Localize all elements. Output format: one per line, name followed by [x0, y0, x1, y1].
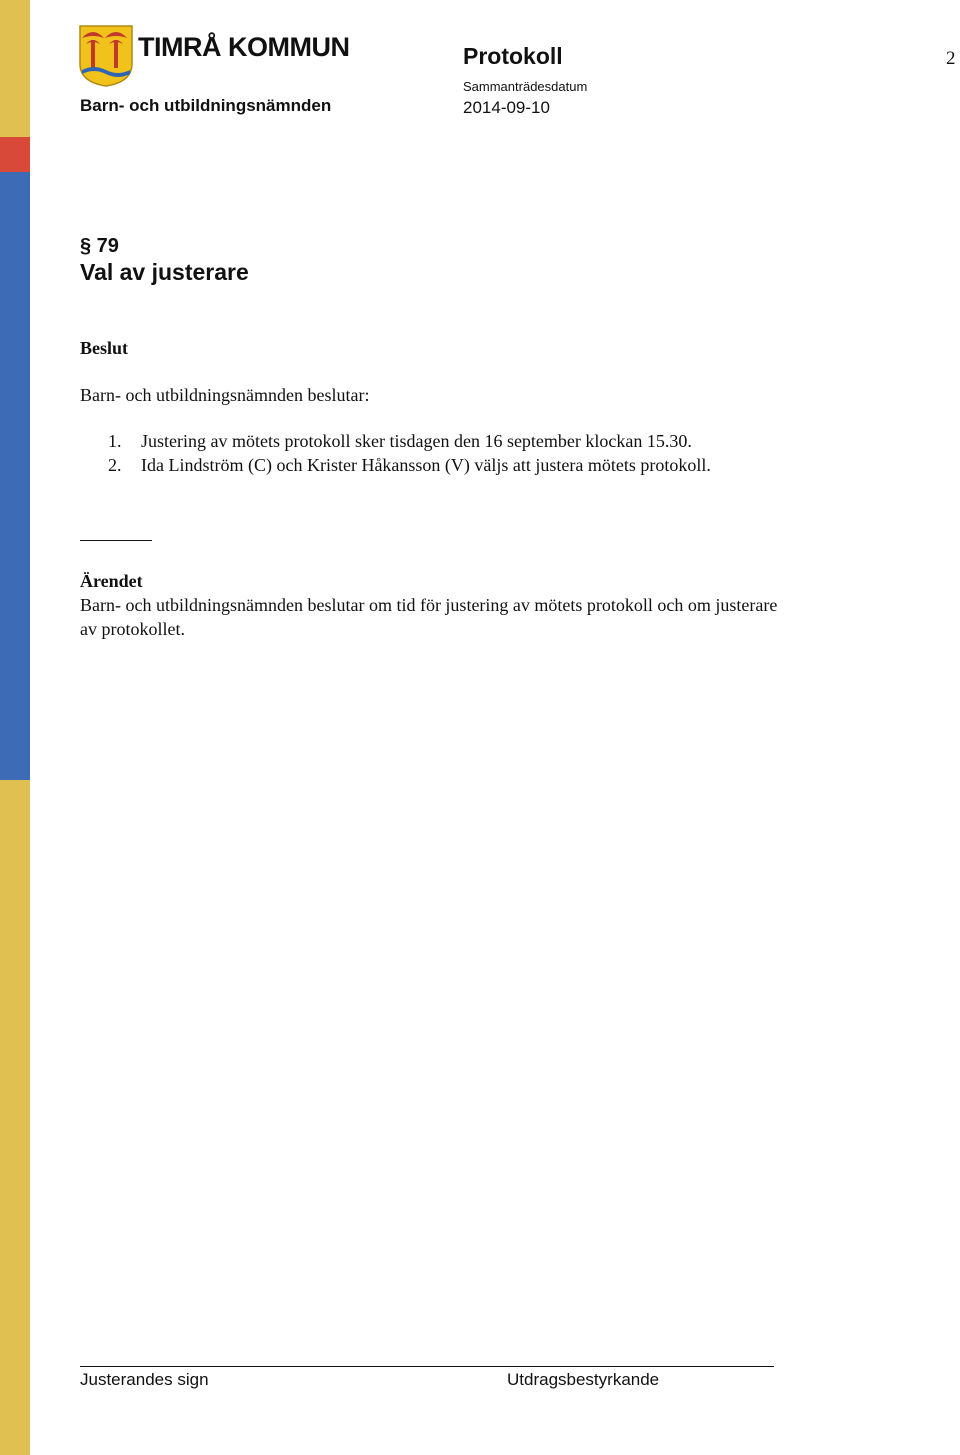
meeting-date-label: Sammanträdesdatum [463, 79, 588, 94]
page-number: 2 [946, 48, 956, 69]
beslut-heading: Beslut [80, 338, 129, 358]
arendet-heading: Ärendet [80, 571, 143, 591]
decision-list [108, 429, 768, 477]
sidebar-blue-segment [0, 172, 30, 780]
section-title: Val av justerare [80, 259, 249, 285]
list-item-text: Ida Lindström (C) och Krister Håkansson (V) väljs att justera mötets protokoll. [141, 455, 711, 475]
document-title: Protokoll [463, 43, 563, 69]
section-divider [80, 540, 152, 541]
list-item-text: Justering av mötets protokoll sker tisdagen den 16 september klockan 15.30. [141, 431, 692, 451]
coat-of-arms-icon [78, 24, 134, 88]
committee-name: Barn- och utbildningsnämnden [80, 96, 332, 115]
sidebar-red-segment [0, 137, 30, 172]
arendet-text: Barn- och utbildningsnämnden beslutar om tid för justering av mötets protokoll och om justerare av protokollet. [80, 595, 778, 639]
paragraph-number: § 79 [80, 235, 119, 257]
signature-line [80, 1366, 774, 1367]
list-item [108, 453, 768, 477]
utdragsbestyrkande-label: Utdragsbestyrkande [507, 1370, 660, 1389]
logo-text: TIMRÅ KOMMUN [138, 32, 350, 62]
list-item [108, 429, 768, 453]
meeting-date: 2014-09-10 [463, 98, 550, 117]
list-item-number: 1. [108, 431, 122, 451]
beslut-intro: Barn- och utbildningsnämnden beslutar: [80, 385, 370, 405]
decorative-sidebar [0, 0, 30, 1455]
municipality-logo [78, 24, 350, 88]
list-item-number: 2. [108, 455, 122, 475]
justerandes-sign-label: Justerandes sign [80, 1370, 209, 1389]
